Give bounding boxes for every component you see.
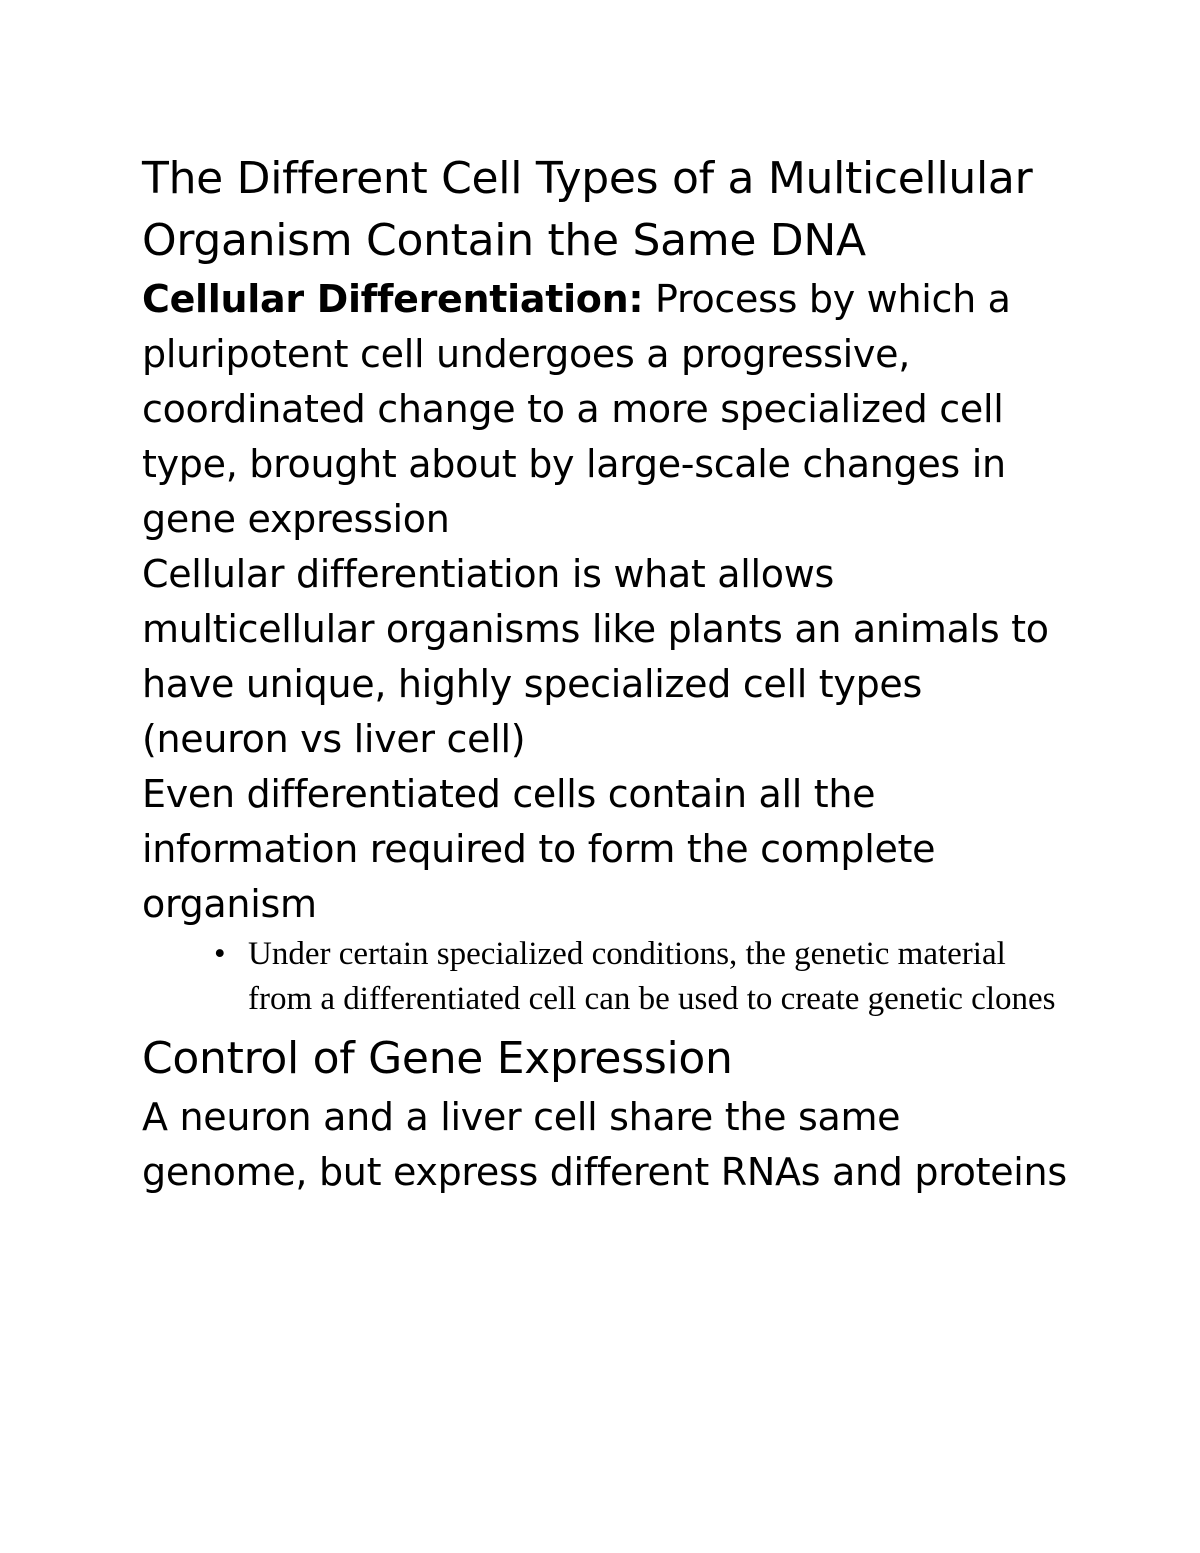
section-heading-gene-expression: Control of Gene Expression [142, 1033, 733, 1084]
list-item [214, 932, 1072, 1022]
paragraph-differentiation-allows: Cellular differentiation is what allows multicellular organisms like plants an animals to have unique, highly specialized cell types (neuron vs liver cell) [142, 552, 1049, 761]
definition-term: Cellular Differentiation: [142, 277, 644, 321]
paragraph-neuron-liver: A neuron and a liver cell share the same genome, but express different RNAs and proteins [142, 1095, 1067, 1194]
bullet-list [142, 932, 1072, 1022]
document-page [142, 148, 1072, 1200]
paragraph-differentiated-cells: Even differentiated cells contain all the information required to form the complete organism [142, 772, 936, 926]
section-heading-cell-types: The Different Cell Types of a Multicellular Organism Contain the Same DNA [142, 153, 1033, 266]
bullet-icon: • [214, 936, 226, 972]
definition-text: Process by which a pluripotent cell undergoes a progressive, coordinated change to a more specialized cell type, brought about by large-scale changes in gene expression [142, 277, 1011, 541]
definition-paragraph [142, 272, 1072, 547]
bullet-text: Under certain specialized conditions, the genetic material from a differentiated cell can be used to create genetic clones [248, 936, 1056, 1017]
